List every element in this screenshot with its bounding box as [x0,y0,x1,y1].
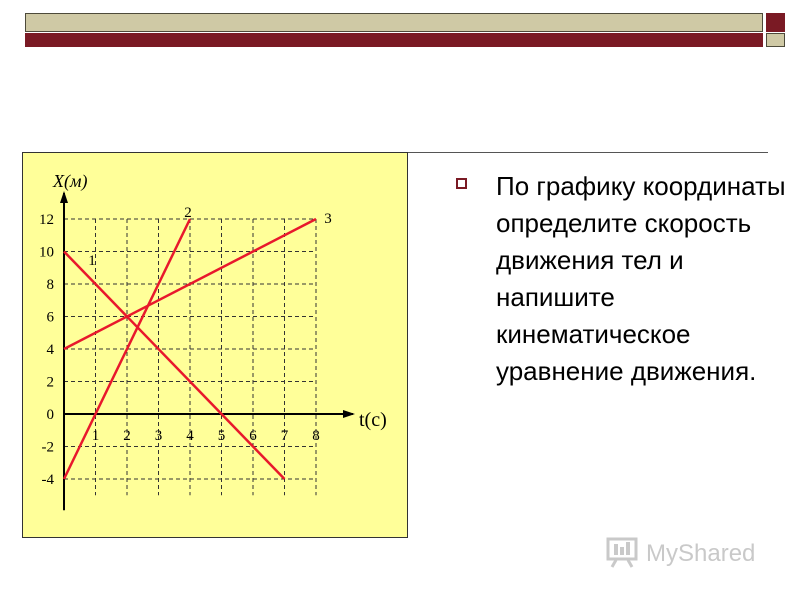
square-bullet-icon [456,178,467,189]
axes [60,191,355,510]
watermark-text: MyShared [646,540,756,567]
chart-panel [22,152,408,538]
y-axis-label: X(м) [53,171,88,191]
y-axis-arrow [60,191,68,203]
x-tick-label: 2 [123,428,131,444]
x-tick-label: 6 [249,428,257,444]
series-label-1: 1 [88,253,96,269]
corner-red-square [766,13,785,32]
divider-line [408,152,768,153]
y-tick-label: -4 [41,472,54,488]
y-tick-label: 8 [46,277,54,293]
x-axis-label: t(c) [359,409,387,431]
top-red-band [25,33,763,47]
series-labels [88,205,332,269]
coordinate-chart [23,153,409,539]
x-tick-label: 1 [91,428,100,444]
x-tick-label: 3 [154,428,163,444]
watermark [606,536,776,570]
series-label-3: 3 [324,211,332,227]
corner-olive-square [766,33,785,47]
x-axis-arrow [343,410,355,418]
x-tick-label: 7 [280,428,289,444]
monitor-icon [606,536,640,568]
y-tick-label: 12 [39,212,54,228]
y-tick-label: 2 [46,374,54,391]
x-tick-label: 8 [312,428,320,444]
series-line-1 [64,252,285,480]
y-tick-label: 4 [46,342,54,358]
top-olive-band [25,13,763,32]
series-label-2: 2 [184,205,192,221]
x-tick-label: 5 [217,428,226,444]
y-tick-label: 0 [46,407,54,423]
grid [64,219,316,495]
task-text: По графику координаты определите скорость движения тел и напишите кинематическое уравнение движения. [496,171,786,386]
y-tick-label: -2 [41,439,54,456]
y-tick-label: 10 [39,244,54,261]
x-tick-label: 4 [186,428,194,444]
y-tick-label: 6 [46,309,54,326]
